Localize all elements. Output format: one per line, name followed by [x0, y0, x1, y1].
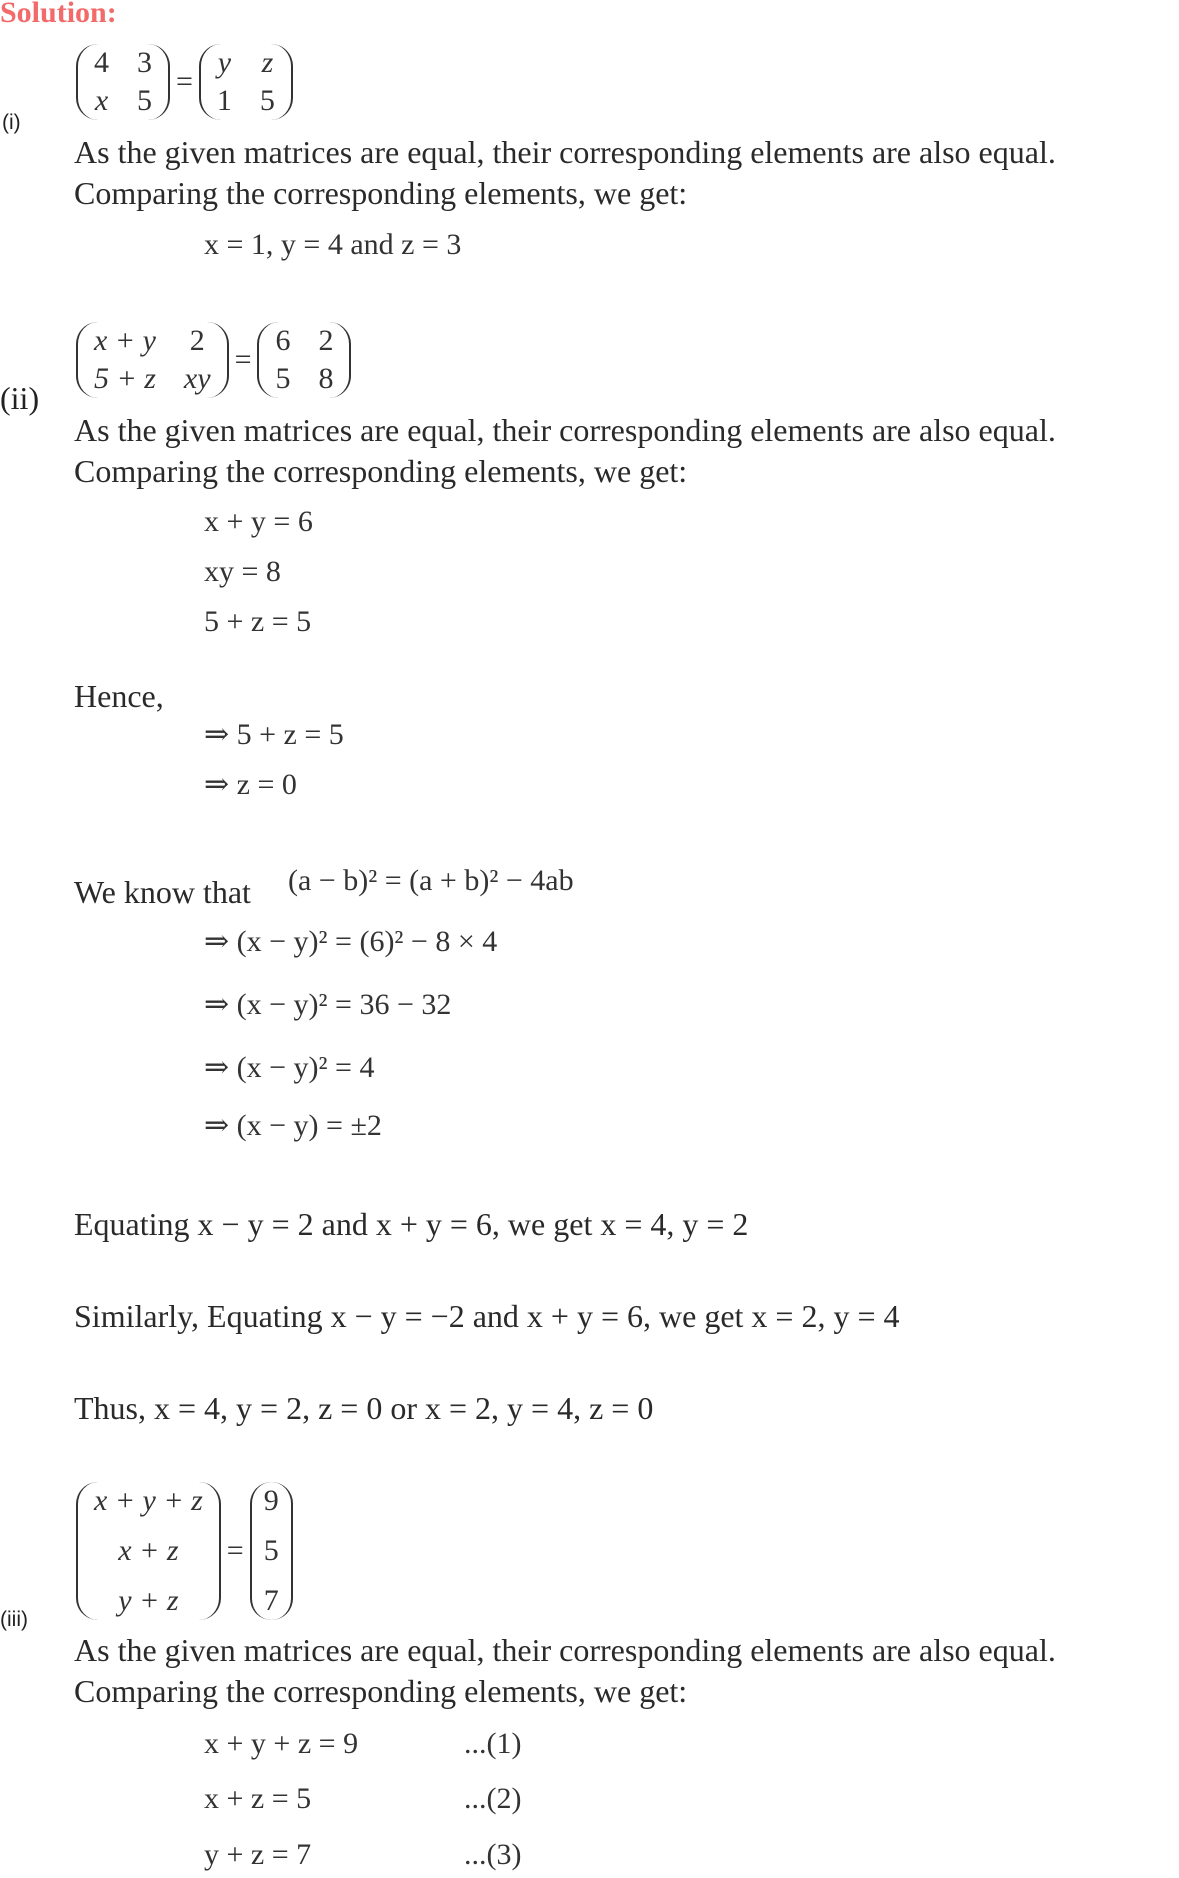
part-i-label: (i)	[2, 111, 21, 134]
part-i-para2: Comparing the corresponding elements, we get:	[74, 175, 688, 211]
part-iii-label: (iii)	[0, 1608, 28, 1631]
matrix-cell: x	[94, 84, 109, 117]
part-iii-eq1: x + y + z = 9	[204, 1727, 359, 1760]
part-ii-para2: Comparing the corresponding elements, we get:	[74, 453, 688, 489]
part-ii-hence: Hence,	[74, 678, 164, 714]
matrix-cell: 4	[94, 46, 109, 79]
part-iii-eq3: y + z = 7	[204, 1838, 312, 1871]
matrix-cell: 6	[275, 324, 291, 357]
part-ii-step2: ⇒ (x − y)² = 36 − 32	[204, 988, 452, 1021]
part-ii-eq3: 5 + z = 5	[204, 605, 312, 638]
solution-heading: Solution:	[0, 0, 117, 29]
part-ii-step1: ⇒ (x − y)² = (6)² − 8 × 4	[204, 925, 498, 958]
part-iii-left-matrix	[76, 1482, 221, 1620]
matrix-cell: x + y	[94, 324, 156, 357]
part-ii-step3: ⇒ (x − y)² = 4	[204, 1051, 375, 1084]
part-ii-equating2: Similarly, Equating x − y = −2 and x + y = 6, we get x = 2, y = 4	[74, 1298, 900, 1334]
part-iii-para1: As the given matrices are equal, their corresponding elements are also equal.	[74, 1632, 1056, 1668]
matrix-cell: 2	[189, 324, 205, 357]
part-iii-ref3: ...(3)	[464, 1838, 522, 1871]
part-ii-eq2: xy = 8	[204, 555, 281, 588]
part-iii-para2: Comparing the corresponding elements, we get:	[74, 1673, 688, 1709]
matrix-cell: x + z	[118, 1534, 179, 1567]
part-ii-hence-step2: ⇒ z = 0	[204, 768, 297, 801]
part-i-result: x = 1, y = 4 and z = 3	[204, 228, 462, 261]
matrix-cell: 5 + z	[94, 362, 156, 395]
matrix-cell: 9	[263, 1484, 279, 1517]
matrix-cell: 5	[275, 362, 291, 395]
part-ii-left-matrix	[76, 322, 229, 398]
matrix-cell: 2	[318, 324, 334, 357]
matrix-cell: y + z	[118, 1584, 179, 1617]
matrix-cell: y	[217, 46, 232, 79]
part-iii-eq2: x + z = 5	[204, 1782, 312, 1815]
part-iii-ref1: ...(1)	[464, 1727, 522, 1760]
matrix-cell: 5	[263, 1534, 279, 1567]
matrix-cell: 3	[137, 46, 152, 79]
equals-sign: =	[226, 1534, 244, 1567]
part-iii-right-matrix	[250, 1482, 293, 1620]
part-ii-label: (ii)	[0, 380, 40, 416]
part-iii-ref2: ...(2)	[464, 1782, 522, 1815]
part-ii-identity: (a − b)² = (a + b)² − 4ab	[288, 864, 574, 897]
part-i-left-matrix	[76, 44, 170, 120]
part-ii-para1: As the given matrices are equal, their corresponding elements are also equal.	[74, 412, 1056, 448]
part-i-matrix-equation	[76, 44, 293, 120]
part-ii-equating1: Equating x − y = 2 and x + y = 6, we get x = 4, y = 2	[74, 1206, 749, 1242]
part-ii-right-matrix	[257, 322, 351, 398]
part-ii-hence-step1: ⇒ 5 + z = 5	[204, 718, 344, 751]
matrix-cell: x + y + z	[94, 1484, 203, 1517]
matrix-cell: 5	[259, 84, 275, 117]
part-ii-matrix-equation	[76, 322, 351, 398]
part-ii-step4: ⇒ (x − y) = ±2	[204, 1109, 382, 1142]
part-iii-matrix-equation	[76, 1482, 293, 1620]
matrix-cell: 5	[137, 84, 152, 117]
part-i-para1: As the given matrices are equal, their corresponding elements are also equal.	[74, 134, 1056, 170]
part-ii-eq1: x + y = 6	[204, 505, 313, 538]
equals-sign: =	[234, 343, 252, 376]
matrix-cell: 1	[216, 84, 232, 117]
matrix-cell: 7	[263, 1584, 279, 1617]
matrix-cell: 8	[318, 362, 334, 395]
matrix-cell: xy	[183, 362, 211, 395]
part-ii-know-text: We know that	[74, 874, 251, 910]
part-ii-thus: Thus, x = 4, y = 2, z = 0 or x = 2, y = 4, z = 0	[74, 1390, 654, 1426]
part-i-right-matrix	[199, 44, 293, 120]
equals-sign: =	[176, 65, 193, 98]
matrix-cell: z	[261, 46, 274, 79]
